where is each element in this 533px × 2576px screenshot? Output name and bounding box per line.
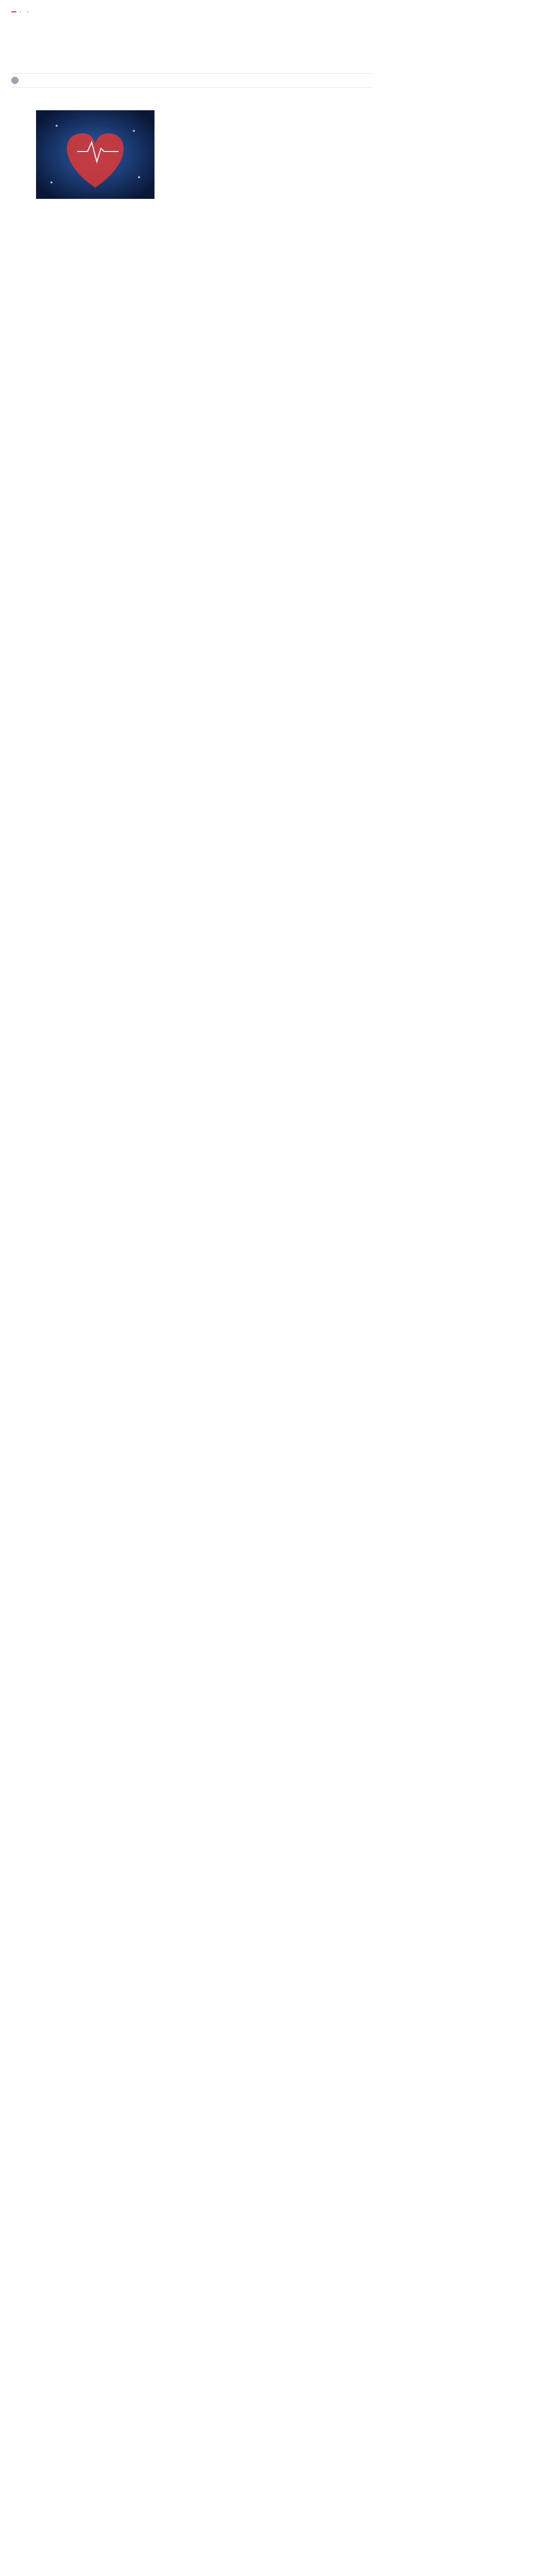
hero-image <box>36 110 154 199</box>
breadcrumb-separator: › <box>27 9 29 14</box>
avatar <box>11 77 19 84</box>
breadcrumb-home[interactable] <box>11 11 16 12</box>
breadcrumb <box>11 9 31 14</box>
heart-illustration-icon <box>36 110 154 199</box>
author-bar <box>11 73 372 88</box>
breadcrumb-separator: › <box>20 9 21 14</box>
